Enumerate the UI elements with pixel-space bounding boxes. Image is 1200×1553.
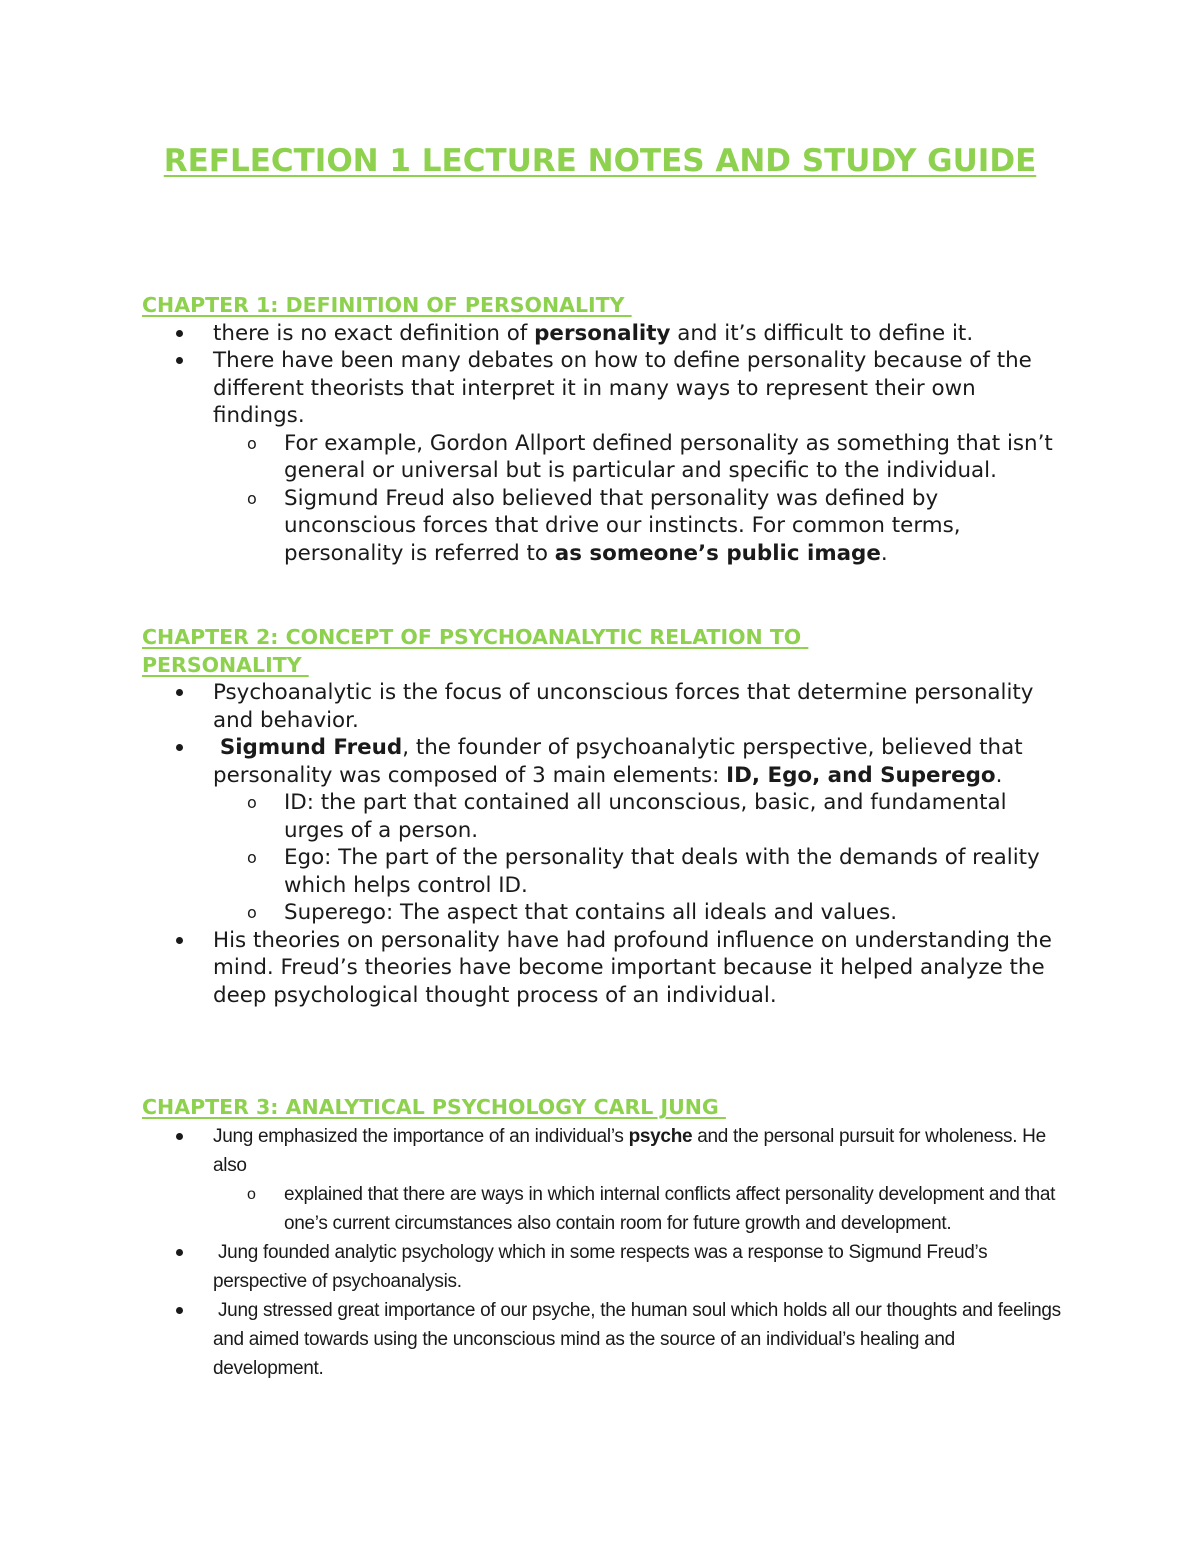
sub-list [213, 1180, 1062, 1238]
list-item: There have been many debates on how to define personality because of the different theorists that interpret it in many ways to represent their own findings. o For example, Gordon Allport defined personality as something that isn’t general or universal but is particular and specific to the individual. o Sigmund Freud also believed that personality was defined by unconscious forces that drive our instincts. For common terms, personality is referred to as someone’s public image. [142, 347, 1062, 567]
sub-list-item: o Superego: The aspect that contains all ideals and values. [213, 899, 1062, 927]
sub-list-item: o For example, Gordon Allport defined personality as something that isn’t general or universal but is particular and specific to the individual. [213, 430, 1062, 485]
chapter-2 [142, 624, 1062, 1009]
sub-list-item: o explained that there are ways in which internal conflicts affect personality development and that one’s current circumstances also contain room for future growth and development. [213, 1180, 1062, 1238]
list-item: Jung stressed great importance of our psyche, the human soul which holds all our thoughts and feelings and aimed towards using the unconscious mind as the source of an individual’s healing and development. [142, 1296, 1062, 1383]
chapter-1 [142, 292, 1062, 567]
sub-list [213, 789, 1062, 927]
chapter-1-heading: CHAPTER 1: DEFINITION OF PERSONALITY [142, 293, 632, 317]
chapter-1-list [142, 320, 1062, 568]
list-item: there is no exact definition of personality and it’s difficult to define it. [142, 320, 1062, 348]
list-item: Psychoanalytic is the focus of unconscious forces that determine personality and behavior. [142, 679, 1062, 734]
list-item: His theories on personality have had profound influence on understanding the mind. Freud’s theories have become important because it helped analyze the deep psychological thought process of an individual. [142, 927, 1062, 1010]
sub-list-item: o ID: the part that contained all unconscious, basic, and fundamental urges of a person. [213, 789, 1062, 844]
list-item: Jung emphasized the importance of an individual’s psyche and the personal pursuit for wholeness. He also o explained that there are ways in which internal conflicts affect personality development and that one’s current circumstances also contain room for future growth and development. [142, 1122, 1062, 1238]
list-item: Jung founded analytic psychology which in some respects was a response to Sigmund Freud’s perspective of psychoanalysis. [142, 1238, 1062, 1296]
chapter-2-list [142, 679, 1062, 1009]
sub-list-item: o Sigmund Freud also believed that personality was defined by unconscious forces that drive our instincts. For common terms, personality is referred to as someone’s public image. [213, 485, 1062, 568]
sub-list [213, 430, 1062, 568]
chapter-2-heading: CHAPTER 2: CONCEPT OF PSYCHOANALYTIC RELATION TO PERSONALITY [142, 625, 809, 677]
chapter-3-heading: CHAPTER 3: ANALYTICAL PSYCHOLOGY CARL JUNG [142, 1095, 726, 1119]
chapter-3 [142, 1094, 1062, 1383]
list-item: Sigmund Freud, the founder of psychoanalytic perspective, believed that personality was composed of 3 main elements: ID, Ego, and Superego. o ID: the part that contained all unconscious, basic, and fundamental urges of a person. o Ego: The part of the personality that deals with the demands of reality which helps control ID. o Superego: The aspect that contains all ideals and values. [142, 734, 1062, 927]
document-title: REFLECTION 1 LECTURE NOTES AND STUDY GUIDE [163, 143, 1037, 179]
sub-list-item: o Ego: The part of the personality that deals with the demands of reality which helps control ID. [213, 844, 1062, 899]
chapter-3-list [142, 1122, 1062, 1383]
